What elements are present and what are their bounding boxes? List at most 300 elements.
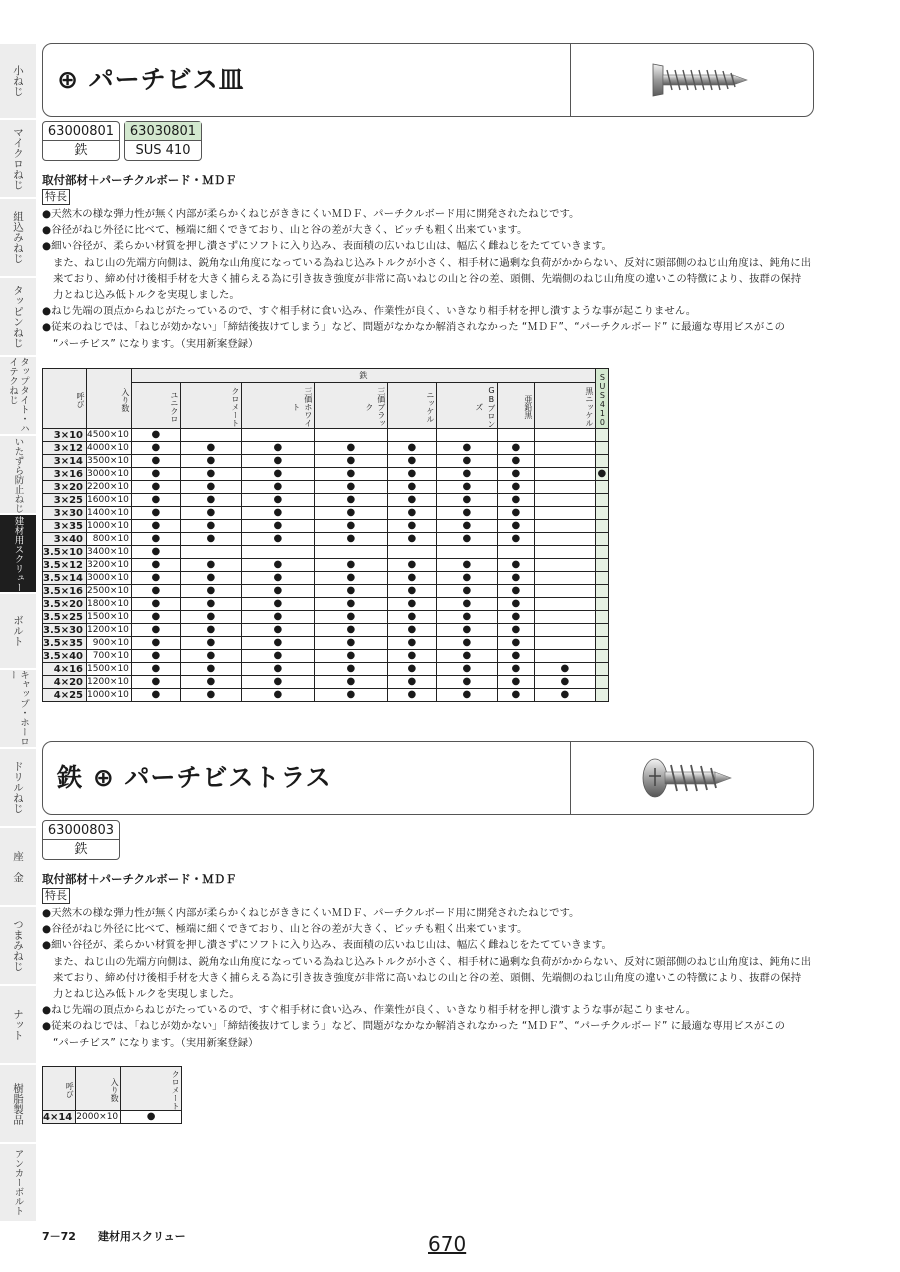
empty-cell: [241, 546, 314, 559]
size-cell: 3×25: [43, 494, 87, 507]
availability-dot: ●: [180, 520, 241, 533]
product-material: 鉄: [74, 143, 88, 158]
availability-dot: ●: [497, 442, 534, 455]
availability-dot: ●: [131, 442, 180, 455]
product1-spec-table: [42, 368, 609, 702]
size-cell: 3×30: [43, 507, 87, 520]
qty-cell: 3200×10: [87, 559, 132, 572]
size-cell: 4×25: [43, 689, 87, 702]
tab-micro-screws[interactable]: マイクロねじ: [0, 120, 36, 198]
availability-dot: ●: [387, 585, 436, 598]
availability-dot: ●: [131, 650, 180, 663]
product-material: 鉄: [74, 842, 88, 857]
qty-cell: 1400×10: [87, 507, 132, 520]
empty-cell: [436, 429, 497, 442]
availability-dot: ●: [436, 442, 497, 455]
empty-cell: [595, 442, 608, 455]
availability-dot: ●: [241, 533, 314, 546]
availability-dot: ●: [387, 494, 436, 507]
empty-cell: [595, 559, 608, 572]
product1-title: ⊕ パーチビス皿: [57, 65, 245, 94]
availability-dot: ●: [387, 442, 436, 455]
empty-cell: [534, 624, 595, 637]
product2-codes: [42, 820, 120, 860]
feature-line: “パーチビス” になります。（実用新案登録）: [53, 1036, 259, 1049]
product2-description: [42, 871, 822, 1051]
empty-cell: [180, 546, 241, 559]
availability-dot: ●: [534, 663, 595, 676]
availability-dot: ●: [180, 455, 241, 468]
tab-tamperproof-screws[interactable]: いたずら防止ねじ: [0, 436, 36, 514]
empty-cell: [534, 520, 595, 533]
size-cell: 3.5×25: [43, 611, 87, 624]
availability-dot: ●: [436, 455, 497, 468]
qty-cell: 4500×10: [87, 429, 132, 442]
qty-cell: 3000×10: [87, 572, 132, 585]
table-row: [43, 481, 609, 494]
availability-dot: ●: [180, 585, 241, 598]
empty-cell: [595, 507, 608, 520]
availability-dot: ●: [387, 611, 436, 624]
empty-cell: [534, 533, 595, 546]
feature-line: 力とねじ込み低トルクを実現しました。: [53, 988, 240, 1001]
availability-dot: ●: [497, 468, 534, 481]
availability-dot: ●: [534, 689, 595, 702]
availability-dot: ●: [436, 611, 497, 624]
availability-dot: ●: [595, 468, 608, 481]
availability-dot: ●: [436, 585, 497, 598]
qty-cell: 1000×10: [87, 689, 132, 702]
feature-line: “パーチビス” になります。（実用新案登録）: [53, 337, 259, 350]
product-code-box[interactable]: [42, 121, 120, 161]
size-cell: 3.5×20: [43, 598, 87, 611]
availability-dot: ●: [387, 572, 436, 585]
availability-dot: ●: [314, 676, 387, 689]
size-cell: 3.5×30: [43, 624, 87, 637]
availability-dot: ●: [241, 442, 314, 455]
availability-dot: ●: [241, 624, 314, 637]
availability-dot: ●: [314, 689, 387, 702]
tab-washers[interactable]: 座 金: [0, 828, 36, 906]
availability-dot: ●: [497, 637, 534, 650]
empty-cell: [534, 494, 595, 507]
tab-knob-screws[interactable]: つまみねじ: [0, 907, 36, 985]
product1-description: [42, 172, 822, 352]
empty-cell: [534, 598, 595, 611]
qty-cell: 1600×10: [87, 494, 132, 507]
feature-line: 力とねじ込み低トルクを実現しました。: [53, 289, 240, 302]
table-row: [43, 559, 609, 572]
availability-dot: ●: [131, 429, 180, 442]
size-cell: 3×20: [43, 481, 87, 494]
availability-dot: ●: [387, 598, 436, 611]
table-row: [43, 533, 609, 546]
empty-cell: [534, 650, 595, 663]
product-code: 63030801: [125, 122, 201, 141]
availability-dot: ●: [387, 650, 436, 663]
availability-dot: ●: [131, 546, 180, 559]
truss-screw-icon: [633, 748, 743, 808]
size-cell: 4×16: [43, 663, 87, 676]
qty-cell: 2000×10: [76, 1111, 121, 1124]
availability-dot: ●: [497, 533, 534, 546]
availability-dot: ●: [131, 611, 180, 624]
empty-cell: [595, 520, 608, 533]
feature-line: また、ねじ山の先端方向側は、鋭角な山角度になっている為ねじ込みトルクが小さく、相手材に過剰な負荷がかからない、反対に頭部側のねじ山角度は、鈍角に出: [53, 256, 812, 269]
availability-dot: ●: [131, 676, 180, 689]
product2-header: [42, 741, 814, 815]
table-row: [43, 663, 609, 676]
availability-dot: ●: [180, 598, 241, 611]
availability-dot: ●: [497, 494, 534, 507]
table-row: [43, 611, 609, 624]
availability-dot: ●: [131, 507, 180, 520]
col-header-finish: GBブロンズ: [436, 383, 497, 429]
availability-dot: ●: [314, 637, 387, 650]
empty-cell: [534, 572, 595, 585]
empty-cell: [534, 455, 595, 468]
availability-dot: ●: [387, 663, 436, 676]
availability-dot: ●: [131, 455, 180, 468]
availability-dot: ●: [241, 507, 314, 520]
availability-dot: ●: [436, 520, 497, 533]
tab-cap-hollow[interactable]: キャップ・ホーロー: [0, 670, 36, 748]
availability-dot: ●: [387, 559, 436, 572]
availability-dot: ●: [436, 494, 497, 507]
tab-small-screws[interactable]: 小ねじ: [0, 44, 36, 119]
empty-cell: [595, 689, 608, 702]
empty-cell: [595, 598, 608, 611]
availability-dot: ●: [314, 442, 387, 455]
availability-dot: ●: [180, 663, 241, 676]
empty-cell: [595, 624, 608, 637]
feature-line: ●ねじ先端の頂点からねじがたっているので、すぐ相手材に食い込み、作業性が良く、いきなり相手材を押し潰すような事が起こりません。: [42, 305, 697, 318]
availability-dot: ●: [387, 624, 436, 637]
feature-line: 来ており、締め付け後相手材を大きく捕らえる為に引き抜き強度が非常に高いねじの山と谷の差、頭側、先端側のねじ山角度の違いこの特徴により、抜群の保持: [53, 272, 802, 285]
tab-taptite-hitech[interactable]: タップタイト・ハイテクねじ: [0, 357, 36, 435]
availability-dot: ●: [387, 533, 436, 546]
product1-subtitle: 取付部材＋パーチクルボード・ＭＤＦ: [42, 173, 237, 187]
product2-spec-table: [42, 1066, 182, 1124]
table-row: [43, 1111, 182, 1124]
availability-dot: ●: [314, 624, 387, 637]
col-header-finish: 黒ニッケル: [534, 383, 595, 429]
availability-dot: ●: [314, 598, 387, 611]
header-divider: [570, 742, 571, 814]
size-cell: 3×40: [43, 533, 87, 546]
availability-dot: ●: [387, 676, 436, 689]
availability-dot: ●: [241, 676, 314, 689]
availability-dot: ●: [241, 598, 314, 611]
size-cell: 3.5×35: [43, 637, 87, 650]
empty-cell: [595, 546, 608, 559]
availability-dot: ●: [387, 689, 436, 702]
availability-dot: ●: [497, 598, 534, 611]
qty-cell: 3400×10: [87, 546, 132, 559]
col-header-finish: ニッケル: [387, 383, 436, 429]
availability-dot: ●: [436, 598, 497, 611]
empty-cell: [436, 546, 497, 559]
availability-dot: ●: [497, 507, 534, 520]
availability-dot: ●: [180, 624, 241, 637]
tab-resin-products[interactable]: 樹脂製品: [0, 1065, 36, 1143]
empty-cell: [595, 429, 608, 442]
availability-dot: ●: [131, 572, 180, 585]
empty-cell: [595, 650, 608, 663]
availability-dot: ●: [180, 676, 241, 689]
empty-cell: [595, 455, 608, 468]
availability-dot: ●: [436, 637, 497, 650]
tab-assembly-screws[interactable]: 組込みねじ: [0, 199, 36, 277]
empty-cell: [534, 468, 595, 481]
empty-cell: [595, 611, 608, 624]
empty-cell: [497, 546, 534, 559]
table-row: [43, 429, 609, 442]
empty-cell: [534, 481, 595, 494]
col-header-size: 呼び: [43, 1067, 76, 1111]
size-cell: 3.5×10: [43, 546, 87, 559]
availability-dot: ●: [314, 520, 387, 533]
availability-dot: ●: [180, 559, 241, 572]
empty-cell: [595, 585, 608, 598]
availability-dot: ●: [241, 572, 314, 585]
availability-dot: ●: [241, 559, 314, 572]
availability-dot: ●: [436, 663, 497, 676]
availability-dot: ●: [387, 468, 436, 481]
availability-dot: ●: [180, 572, 241, 585]
empty-cell: [595, 637, 608, 650]
availability-dot: ●: [241, 637, 314, 650]
availability-dot: ●: [131, 663, 180, 676]
table-row: [43, 442, 609, 455]
availability-dot: ●: [180, 611, 241, 624]
product-code: 63000803: [43, 821, 119, 840]
availability-dot: ●: [241, 494, 314, 507]
product2-title: 鉄 ⊕ パーチビストラス: [57, 763, 332, 792]
col-header-size: 呼び: [43, 369, 87, 429]
availability-dot: ●: [314, 494, 387, 507]
table-row: [43, 507, 609, 520]
empty-cell: [534, 429, 595, 442]
availability-dot: ●: [241, 663, 314, 676]
availability-dot: ●: [180, 689, 241, 702]
availability-dot: ●: [314, 533, 387, 546]
empty-cell: [595, 676, 608, 689]
table-row: [43, 585, 609, 598]
product2-subtitle: 取付部材＋パーチクルボード・ＭＤＦ: [42, 872, 237, 886]
availability-dot: ●: [497, 663, 534, 676]
size-cell: 3×12: [43, 442, 87, 455]
availability-dot: ●: [497, 455, 534, 468]
availability-dot: ●: [241, 468, 314, 481]
empty-cell: [595, 494, 608, 507]
availability-dot: ●: [180, 637, 241, 650]
availability-dot: ●: [131, 533, 180, 546]
availability-dot: ●: [436, 533, 497, 546]
availability-dot: ●: [180, 468, 241, 481]
product-code-box[interactable]: [42, 820, 120, 860]
feature-label: 特長: [42, 888, 70, 904]
availability-dot: ●: [131, 468, 180, 481]
availability-dot: ●: [131, 585, 180, 598]
empty-cell: [595, 533, 608, 546]
feature-line: ●谷径がねじ外径に比べて、極端に細くできており、山と谷の差が大きく、ピッチも粗く出来ています。: [42, 224, 528, 237]
empty-cell: [387, 546, 436, 559]
table-row: [43, 598, 609, 611]
availability-dot: ●: [314, 663, 387, 676]
col-header-qty: 入り数: [87, 369, 132, 429]
size-cell: 4×20: [43, 676, 87, 689]
table-row: [43, 546, 609, 559]
availability-dot: ●: [131, 494, 180, 507]
size-cell: 3.5×40: [43, 650, 87, 663]
qty-cell: 1000×10: [87, 520, 132, 533]
availability-dot: ●: [387, 507, 436, 520]
empty-cell: [595, 663, 608, 676]
availability-dot: ●: [497, 676, 534, 689]
section-number: 7－72: [42, 1230, 76, 1243]
empty-cell: [314, 546, 387, 559]
qty-cell: 3500×10: [87, 455, 132, 468]
table-row: [43, 624, 609, 637]
product1-header: [42, 43, 814, 117]
tab-anchor-bolts[interactable]: アンカーボルト: [0, 1144, 36, 1222]
availability-dot: ●: [131, 520, 180, 533]
feature-line: ●細い谷径が、柔らかい材質を押し潰さずにソフトに入り込み、表面積の広いねじ山は、幅広く雌ねじをたてていきます。: [42, 240, 612, 253]
availability-dot: ●: [131, 481, 180, 494]
qty-cell: 700×10: [87, 650, 132, 663]
tab-tapping-screws[interactable]: タッピンねじ: [0, 278, 36, 356]
product1-codes: [42, 121, 202, 161]
table-row: [43, 650, 609, 663]
table-row: [43, 494, 609, 507]
availability-dot: ●: [497, 481, 534, 494]
feature-line: ●ねじ先端の頂点からねじがたっているので、すぐ相手材に食い込み、作業性が良く、いきなり相手材を押し潰すような事が起こりません。: [42, 1004, 697, 1017]
header-divider: [570, 44, 571, 116]
availability-dot: ●: [497, 585, 534, 598]
availability-dot: ●: [314, 611, 387, 624]
availability-dot: ●: [387, 455, 436, 468]
table-row: [43, 676, 609, 689]
table-row: [43, 689, 609, 702]
availability-dot: ●: [436, 468, 497, 481]
size-cell: 3.5×12: [43, 559, 87, 572]
feature-line: ●天然木の様な弾力性が無く内部が柔らかくねじがききにくいＭＤＦ、パーチクルボード用に開発されたねじです。: [42, 907, 580, 919]
availability-dot: ●: [436, 507, 497, 520]
page-number: 670: [428, 1232, 467, 1256]
qty-cell: 4000×10: [87, 442, 132, 455]
feature-line: ●従来のねじでは、「ねじが効かない」「締結後抜けてしまう」など、問題がなかなか解消されなかった “ＭＤＦ”、“パーチクルボード” に最適な専用ビスがこの: [42, 321, 786, 334]
availability-dot: ●: [436, 559, 497, 572]
size-cell: 3×10: [43, 429, 87, 442]
table-row: [43, 455, 609, 468]
availability-dot: ●: [241, 585, 314, 598]
feature-line: ●天然木の様な弾力性が無く内部が柔らかくねじがききにくいＭＤＦ、パーチクルボード用に開発されたねじです。: [42, 208, 580, 220]
qty-cell: 1200×10: [87, 676, 132, 689]
availability-dot: ●: [497, 559, 534, 572]
countersunk-screw-icon: [643, 56, 753, 104]
empty-cell: [534, 507, 595, 520]
col-header-finish: 亜鉛黒: [497, 383, 534, 429]
tab-drill-screws[interactable]: ドリルねじ: [0, 749, 36, 827]
product-code: 63000801: [43, 122, 119, 141]
empty-cell: [534, 559, 595, 572]
availability-dot: ●: [180, 533, 241, 546]
qty-cell: 2200×10: [87, 481, 132, 494]
availability-dot: ●: [180, 442, 241, 455]
availability-dot: ●: [497, 572, 534, 585]
availability-dot: ●: [436, 572, 497, 585]
availability-dot: ●: [314, 507, 387, 520]
size-cell: 3×14: [43, 455, 87, 468]
availability-dot: ●: [387, 481, 436, 494]
availability-dot: ●: [497, 650, 534, 663]
col-header-finish: クロメート: [121, 1067, 182, 1111]
availability-dot: ●: [241, 689, 314, 702]
availability-dot: ●: [314, 650, 387, 663]
availability-dot: ●: [534, 676, 595, 689]
qty-cell: 800×10: [87, 533, 132, 546]
col-group-iron: 鉄: [131, 369, 595, 383]
availability-dot: ●: [131, 637, 180, 650]
empty-cell: [497, 429, 534, 442]
availability-dot: ●: [180, 650, 241, 663]
availability-dot: ●: [436, 650, 497, 663]
feature-line: ●細い谷径が、柔らかい材質を押し潰さずにソフトに入り込み、表面積の広いねじ山は、幅広く雌ねじをたてていきます。: [42, 939, 612, 952]
qty-cell: 900×10: [87, 637, 132, 650]
availability-dot: ●: [436, 624, 497, 637]
availability-dot: ●: [241, 481, 314, 494]
availability-dot: ●: [436, 689, 497, 702]
qty-cell: 2500×10: [87, 585, 132, 598]
availability-dot: ●: [131, 689, 180, 702]
availability-dot: ●: [241, 650, 314, 663]
col-header-qty: 入り数: [76, 1067, 121, 1111]
col-header-sus410: SUS410: [595, 369, 608, 429]
tab-bolts[interactable]: ボルト: [0, 594, 36, 669]
availability-dot: ●: [314, 455, 387, 468]
empty-cell: [595, 481, 608, 494]
availability-dot: ●: [436, 481, 497, 494]
table-row: [43, 520, 609, 533]
size-cell: 3.5×14: [43, 572, 87, 585]
qty-cell: 1800×10: [87, 598, 132, 611]
availability-dot: ●: [131, 624, 180, 637]
col-header-finish: 三価ホワイト: [241, 383, 314, 429]
col-header-finish: ユニクロ: [131, 383, 180, 429]
table-row: [43, 572, 609, 585]
availability-dot: ●: [314, 572, 387, 585]
section-name: 建材用スクリュー: [97, 1230, 186, 1243]
tab-nuts[interactable]: ナット: [0, 986, 36, 1064]
empty-cell: [534, 611, 595, 624]
empty-cell: [387, 429, 436, 442]
empty-cell: [534, 546, 595, 559]
empty-cell: [534, 585, 595, 598]
qty-cell: 3000×10: [87, 468, 132, 481]
availability-dot: ●: [497, 689, 534, 702]
tab-building-screws[interactable]: 建材用スクリュー: [0, 515, 36, 593]
empty-cell: [241, 429, 314, 442]
qty-cell: 1500×10: [87, 611, 132, 624]
availability-dot: ●: [497, 520, 534, 533]
product-code-box[interactable]: [124, 121, 202, 161]
col-header-finish: クロメート: [180, 383, 241, 429]
empty-cell: [595, 572, 608, 585]
availability-dot: ●: [497, 624, 534, 637]
size-cell: 4×14: [43, 1111, 76, 1124]
section-footer: [42, 1228, 208, 1244]
